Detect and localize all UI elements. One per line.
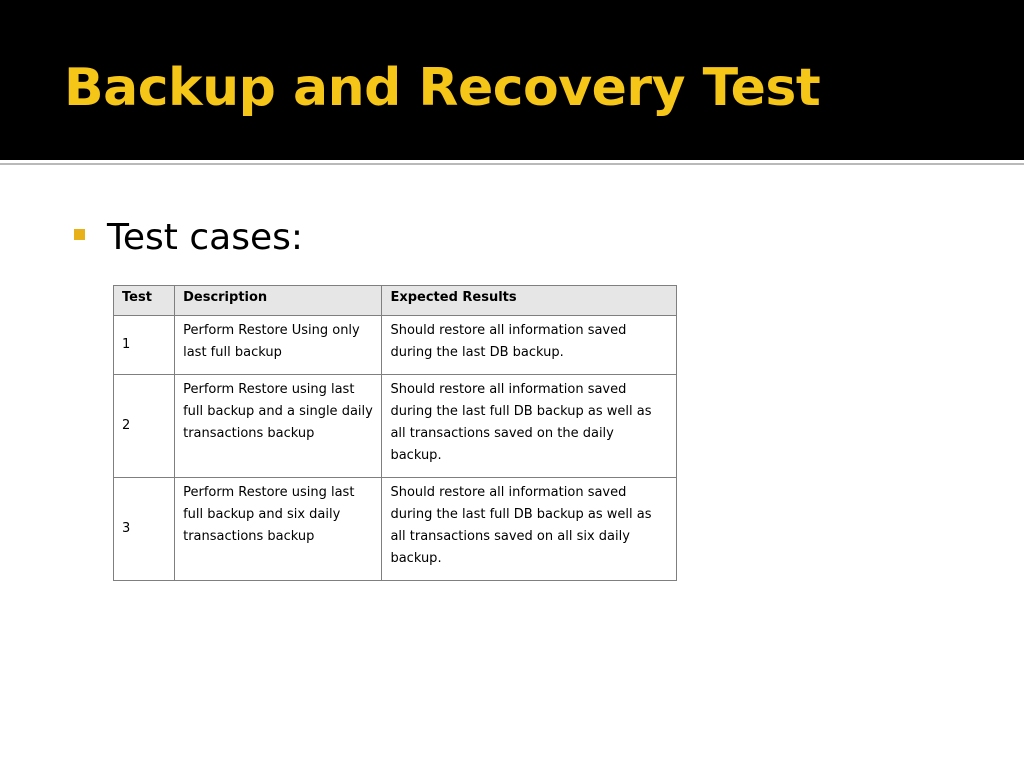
title-divider [0,163,1024,165]
title-bar [0,0,1024,160]
header-expected-results: Expected Results [382,286,677,316]
cell-test-number: 3 [114,478,175,581]
cell-description: Perform Restore using last full backup and six daily transactions backup [175,478,382,581]
cell-expected-results: Should restore all information saved during the last DB backup. [382,316,677,375]
test-cases-table [113,285,677,581]
cell-expected-results: Should restore all information saved during the last full DB backup as well as all transactions saved on all six daily backup. [382,478,677,581]
table-row [114,375,677,478]
bullet-text: Test cases: [107,217,303,258]
bullet-item [74,212,303,264]
table-header-row [114,286,677,316]
table-row [114,316,677,375]
bullet-square-icon [74,229,85,240]
slide-title: Backup and Recovery Test [64,58,821,118]
cell-test-number: 1 [114,316,175,375]
table-row [114,478,677,581]
cell-expected-results: Should restore all information saved during the last full DB backup as well as all transactions saved on the daily backup. [382,375,677,478]
cell-description: Perform Restore using last full backup and a single daily transactions backup [175,375,382,478]
header-test: Test [114,286,175,316]
header-description: Description [175,286,382,316]
cell-test-number: 2 [114,375,175,478]
cell-description: Perform Restore Using only last full backup [175,316,382,375]
